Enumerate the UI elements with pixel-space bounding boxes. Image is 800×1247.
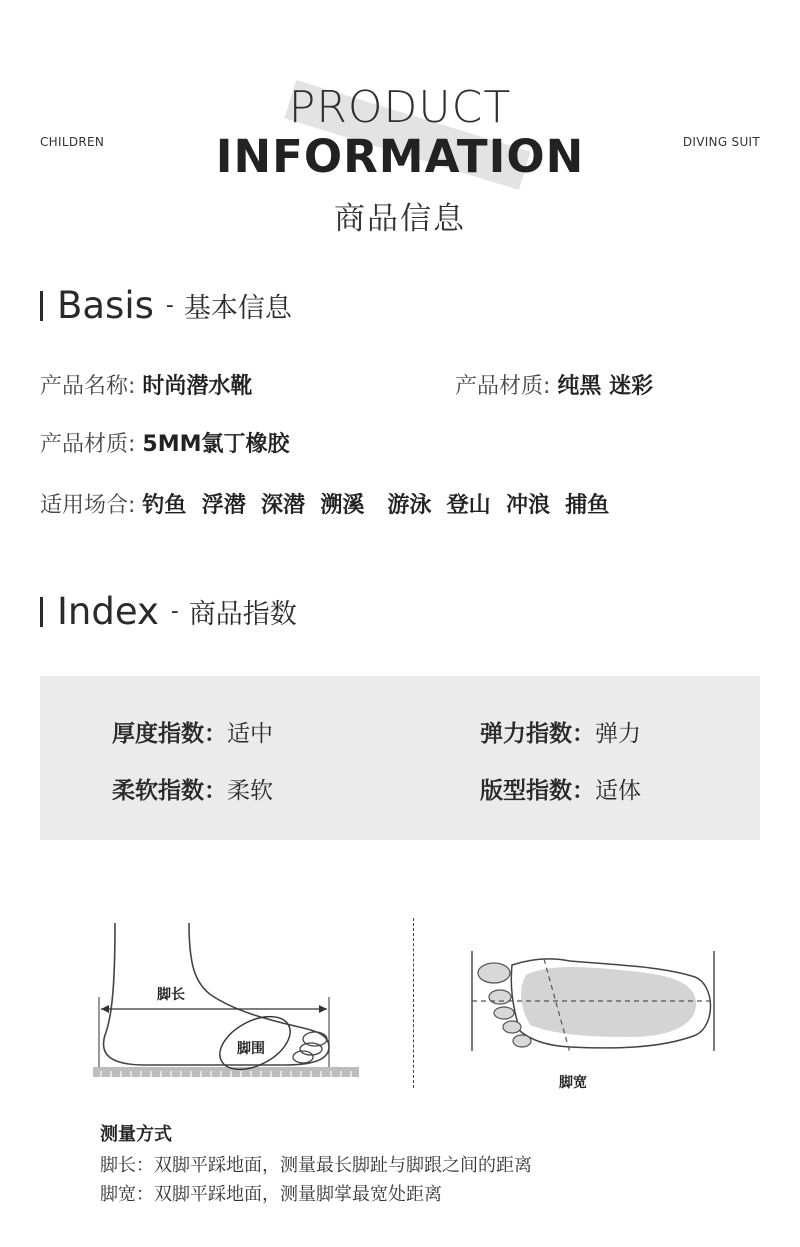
info-row-material [40, 427, 290, 458]
foot-girth-label: 脚围 [237, 1041, 265, 1057]
index-section-title [40, 590, 297, 633]
measurement-line-width: 脚宽：双脚平踩地面，测量脚掌最宽处距离 [100, 1184, 442, 1205]
index-item-elasticity [480, 715, 641, 748]
index-value: 适中 [227, 721, 273, 747]
info-value: 5MM氯丁橡胶 [142, 432, 290, 457]
foot-top-diagram [460, 945, 725, 1095]
index-panel [40, 676, 760, 840]
index-label: 弹力指数： [480, 721, 595, 747]
ruler-bar [93, 1067, 359, 1077]
index-item-thickness [112, 715, 273, 748]
measurement-title: 测量方式 [100, 1124, 172, 1145]
info-value: 钓鱼 浮潜 深潜 溯溪 游泳 登山 冲浪 捕鱼 [142, 493, 610, 518]
index-value: 弹力 [595, 721, 641, 747]
section-bar [40, 597, 43, 627]
title-separator: - [165, 293, 174, 318]
info-label: 产品材质: [40, 432, 136, 457]
info-row-product-name [40, 369, 252, 400]
info-value: 时尚潜水靴 [142, 374, 253, 399]
index-label: 厚度指数： [112, 721, 227, 747]
section-bar [40, 291, 43, 321]
arrow-right-icon [319, 1005, 327, 1013]
header-title-line1: PRODUCT [288, 82, 512, 133]
index-label: 柔软指数： [112, 778, 227, 804]
foot-width-label: 脚宽 [559, 1075, 587, 1091]
index-title-en: Index [57, 590, 159, 633]
foot-outline [104, 923, 329, 1065]
info-value: 纯黑 迷彩 [557, 374, 654, 399]
diagram-divider [413, 918, 414, 1088]
header-title-line2: INFORMATION [215, 130, 585, 183]
header-left-label: CHILDREN [40, 135, 105, 149]
header-title-zh: 商品信息 [334, 201, 466, 237]
measurement-line-length: 脚长：双脚平踩地面，测量最长脚趾与脚跟之间的距离 [100, 1155, 532, 1176]
basis-section-title [40, 284, 292, 327]
info-label: 产品材质: [455, 374, 551, 399]
info-row-usage [40, 488, 609, 519]
basis-title-en: Basis [57, 284, 154, 327]
foot-length-label: 脚长 [157, 987, 185, 1003]
index-value: 柔软 [227, 778, 273, 804]
info-label: 适用场合: [40, 493, 136, 518]
index-label: 版型指数： [480, 778, 595, 804]
arrow-left-icon [101, 1005, 109, 1013]
index-item-fit [480, 772, 641, 805]
info-row-product-color [455, 369, 653, 400]
header-right-label: DIVING SUIT [682, 135, 760, 149]
index-item-softness [112, 772, 273, 805]
info-label: 产品名称: [40, 374, 136, 399]
basis-title-zh: 基本信息 [183, 293, 292, 324]
foot-side-diagram [85, 915, 375, 1090]
title-separator: - [170, 599, 179, 624]
index-title-zh: 商品指数 [188, 599, 297, 630]
index-value: 适体 [595, 778, 641, 804]
